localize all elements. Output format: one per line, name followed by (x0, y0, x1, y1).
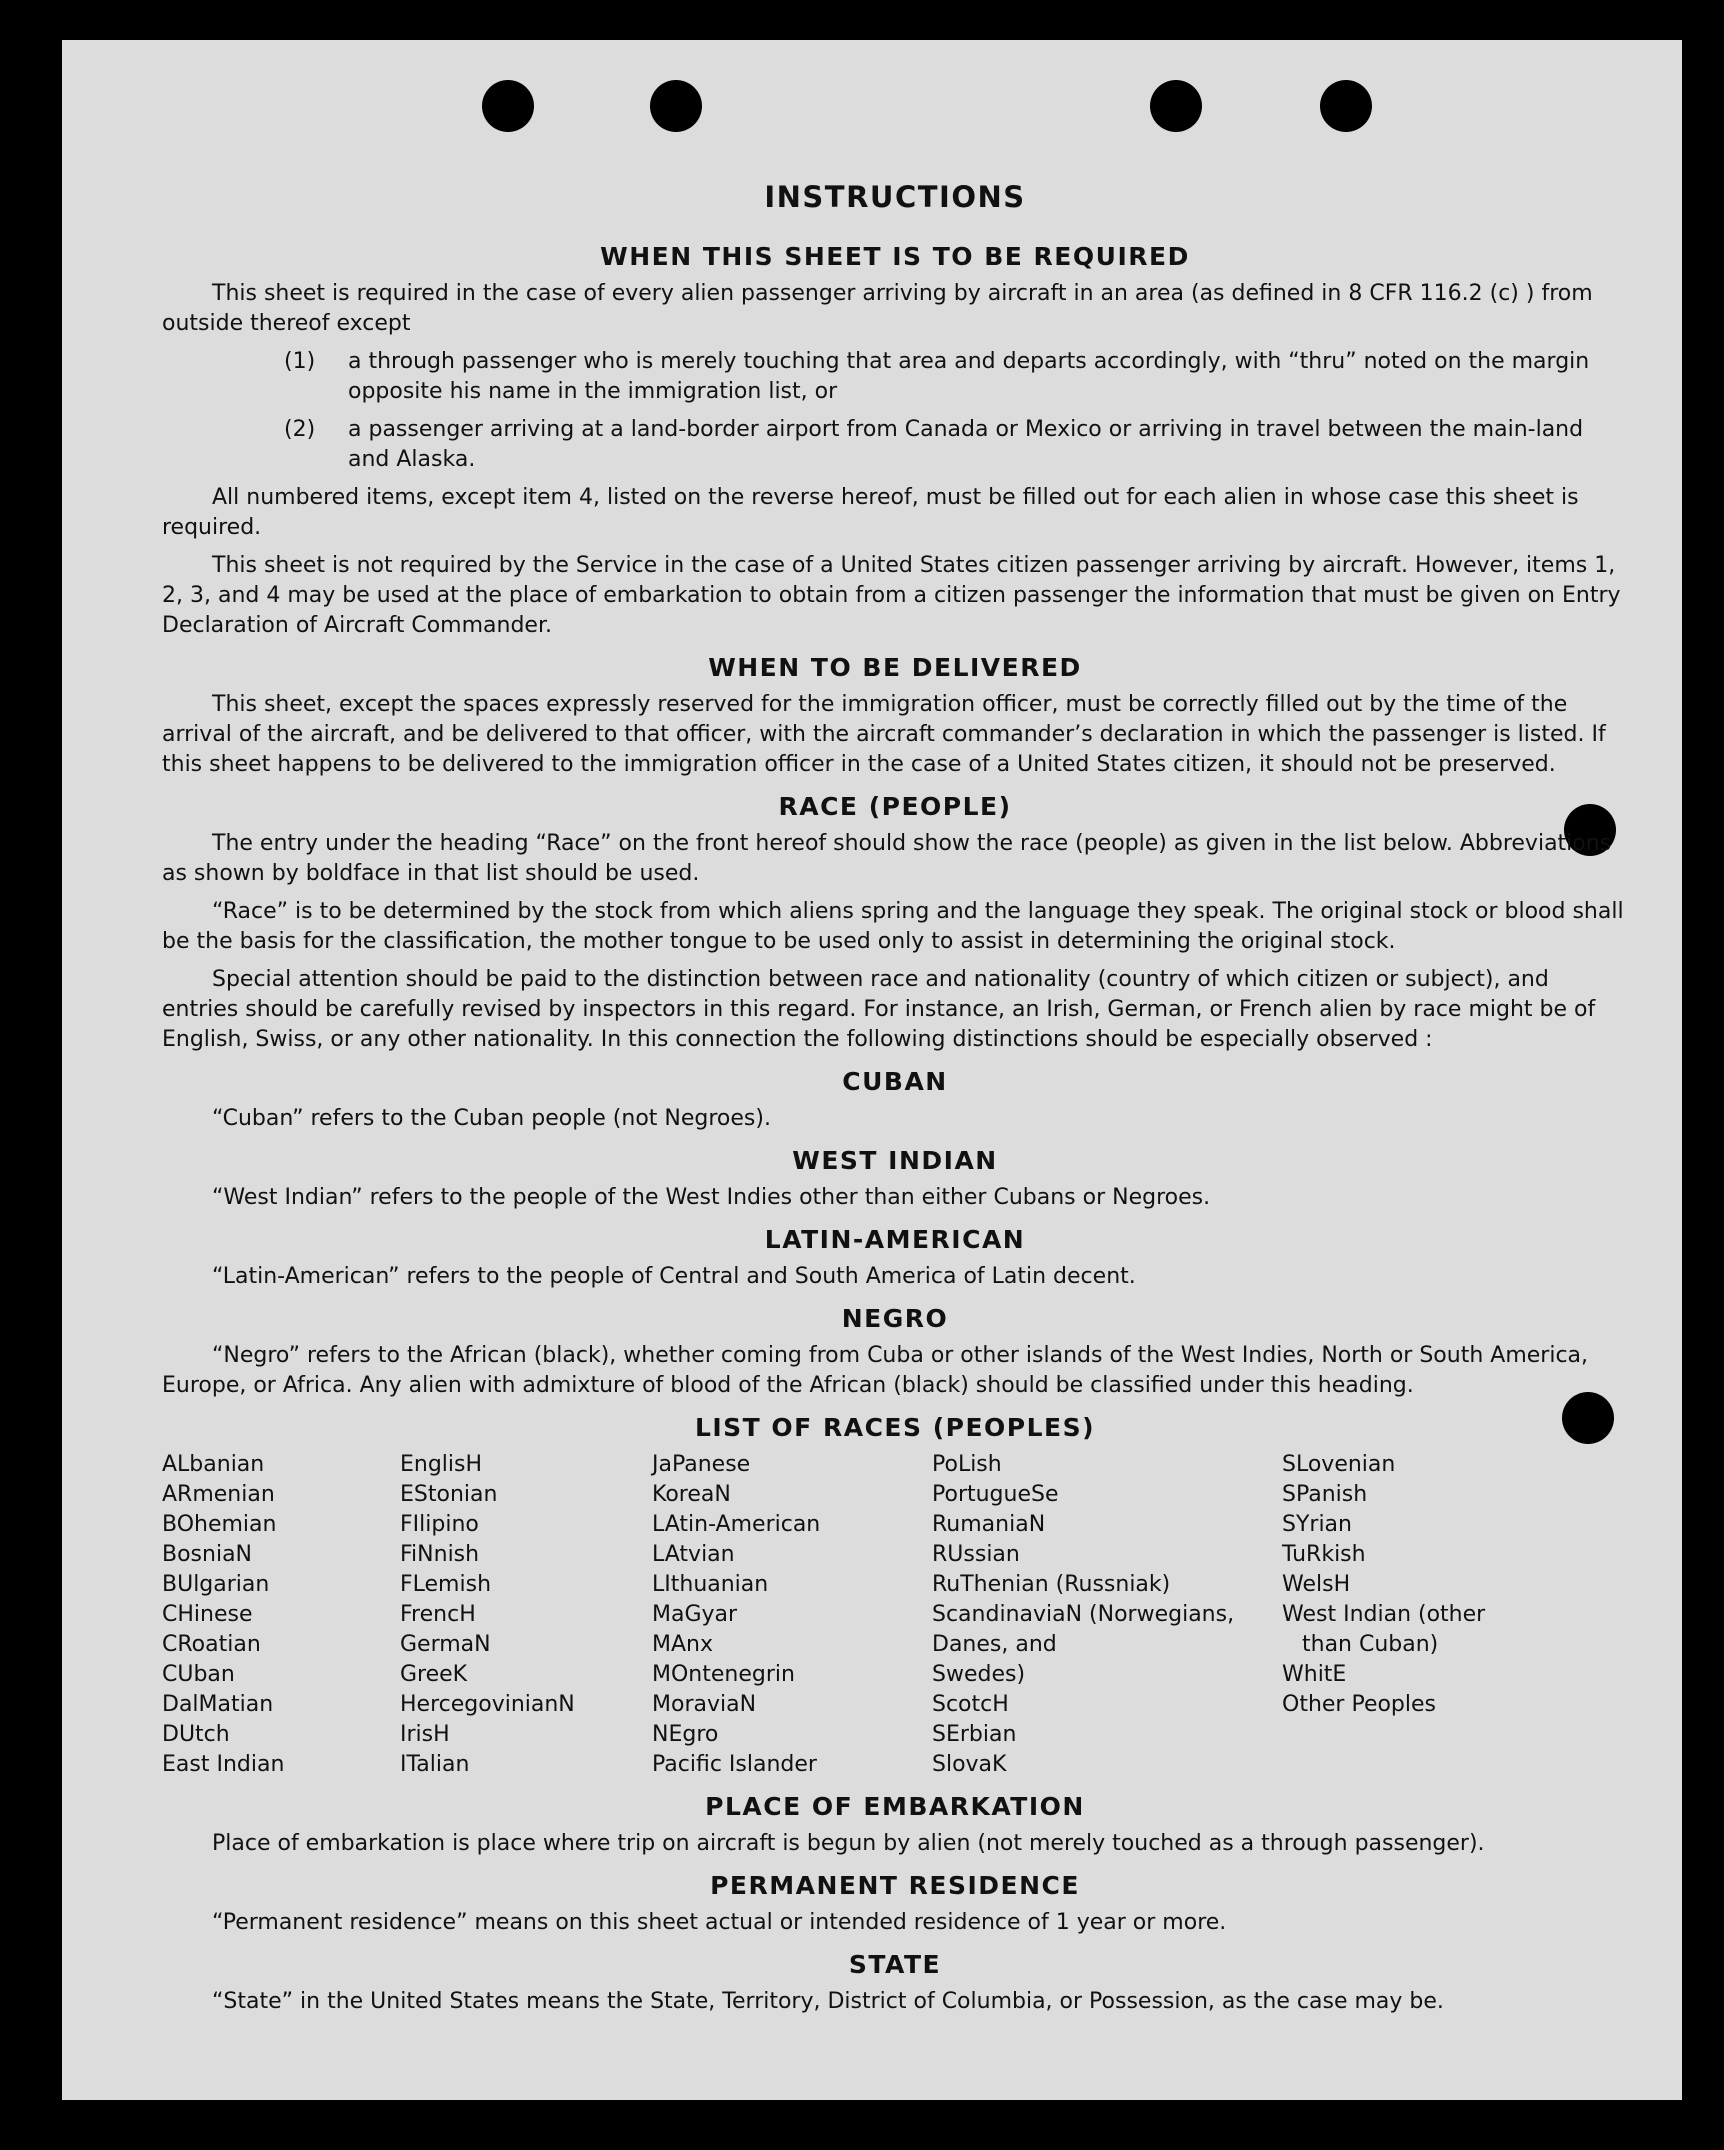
race-entry: IrisH (400, 1722, 450, 1747)
race-entry: LAtvian (652, 1542, 735, 1567)
race-entry: TuRkish (1282, 1542, 1366, 1567)
race-entry: Swedes) (932, 1662, 1026, 1687)
residence-text: “Permanent residence” means on this sheet actual or intended residence of 1 year or more. (212, 1910, 1227, 1935)
punch-hole (1320, 80, 1372, 132)
race-entry: BosniaN (162, 1542, 253, 1567)
race-entry: Danes, and (932, 1632, 1057, 1657)
required-intro: This sheet is required in the case of every alien passenger arriving by aircraft in an area (as defined in 8 CFR 116.2 (c) ) from outside thereof except (162, 281, 1593, 336)
race-entry: WhitE (1282, 1662, 1347, 1687)
race-entry: SlovaK (932, 1752, 1007, 1777)
race-entry: BOhemian (162, 1512, 277, 1537)
punch-hole (482, 80, 534, 132)
race-heading: RACE (PEOPLE) (778, 792, 1012, 821)
negro-text: “Negro” refers to the African (black), whether coming from Cuba or other islands of the West Indies, North or South America, Europe, or Africa. Any alien with admixture of blood of the African (black) should be classified under this heading. (162, 1343, 1589, 1398)
race-entry: Other Peoples (1282, 1692, 1437, 1717)
delivered-text: This sheet, except the spaces expressly reserved for the immigration officer, must be correctly filled out by the time of the arrival of the aircraft, and be delivered to that officer, with the aircraft commander’s declaration in which the passenger is listed. If this sheet happens to be delivered to the immigration officer in the case of a United States citizen, it should not be preserved. (162, 692, 1606, 777)
race-entry: WelsH (1282, 1572, 1351, 1597)
punch-hole (650, 80, 702, 132)
delivered-heading: WHEN TO BE DELIVERED (708, 653, 1082, 682)
cuban-heading: CUBAN (842, 1067, 948, 1096)
race-entry: MAnx (652, 1632, 713, 1657)
race-entry: FLemish (400, 1572, 492, 1597)
race-column (400, 1450, 652, 1780)
race-entry: DalMatian (162, 1692, 274, 1717)
item-text: a passenger arriving at a land-border airport from Canada or Mexico or arriving in travel between the main-land and Alaska. (348, 417, 1584, 472)
race-entry: Pacific Islander (652, 1752, 817, 1777)
item-number: (1) (284, 349, 316, 374)
race-entry: EStonian (400, 1482, 498, 1507)
race-entry: NEgro (652, 1722, 719, 1747)
race-entry: FiNnish (400, 1542, 480, 1567)
west-indian-heading: WEST INDIAN (792, 1146, 998, 1175)
race-entry: HercegovinianN (400, 1692, 575, 1717)
item-number: (2) (284, 417, 316, 442)
race-entry: CUban (162, 1662, 235, 1687)
embarkation-heading: PLACE OF EMBARKATION (705, 1792, 1085, 1821)
cuban-text: “Cuban” refers to the Cuban people (not Negroes). (212, 1106, 771, 1131)
race-entry: LAtin-American (652, 1512, 821, 1537)
race-column (652, 1450, 932, 1780)
race-entry: MoraviaN (652, 1692, 757, 1717)
race-entry: ScandinaviaN (Norwegians, (932, 1602, 1235, 1627)
required-heading: WHEN THIS SHEET IS TO BE REQUIRED (600, 242, 1190, 271)
race-entry: MaGyar (652, 1602, 738, 1627)
race-entry: BUlgarian (162, 1572, 270, 1597)
instructions-content (162, 180, 1628, 2025)
race-entry: ARmenian (162, 1482, 275, 1507)
race-entry: ITalian (400, 1752, 470, 1777)
race-entry: RuThenian (Russniak) (932, 1572, 1171, 1597)
race-entry: KoreaN (652, 1482, 731, 1507)
page-title: INSTRUCTIONS (764, 180, 1026, 214)
race-entry: FrencH (400, 1602, 476, 1627)
race-entry: LIthuanian (652, 1572, 769, 1597)
race-column (162, 1450, 400, 1780)
document-page (62, 40, 1682, 2100)
race-para-2: “Race” is to be determined by the stock from which aliens spring and the language they speak. The original stock or blood shall be the basis for the classification, the mother tongue to be used only to assist in determining the original stock. (162, 899, 1624, 954)
item-text: a through passenger who is merely touching that area and departs accordingly, with “thru” noted on the margin opposite his name in the immigration list, or (348, 349, 1590, 404)
required-para-3: This sheet is not required by the Service in the case of a United States citizen passenger arriving by aircraft. However, items 1, 2, 3, and 4 may be used at the place of embarkation to obtain from a citizen passenger the information that must be given on Entry Declaration of Aircraft Commander. (162, 553, 1621, 638)
race-entry: PortugueSe (932, 1482, 1059, 1507)
required-para-2: All numbered items, except item 4, listed on the reverse hereof, must be filled out for each alien in whose case this sheet is required. (162, 485, 1579, 540)
race-para-3: Special attention should be paid to the distinction between race and nationality (country of which citizen or subject), and entries should be carefully revised by inspectors in this regard. For instance, an Irish, German, or French alien by race might be of English, Swiss, or any other nationality. In this connection the following distinctions should be especially observed : (162, 967, 1596, 1052)
race-para-1: The entry under the heading “Race” on the front hereof should show the race (people) as given in the list below. Abbreviations as shown by boldface in that list should be used. (162, 831, 1612, 886)
race-entry: ALbanian (162, 1452, 265, 1477)
residence-heading: PERMANENT RESIDENCE (710, 1871, 1080, 1900)
race-entry: RUssian (932, 1542, 1020, 1567)
state-text: “State” in the United States means the State, Territory, District of Columbia, or Possession, as the case may be. (212, 1989, 1444, 2014)
race-entry: SPanish (1282, 1482, 1368, 1507)
list-of-races-heading: LIST OF RACES (PEOPLES) (694, 1413, 1096, 1442)
race-entry: GreeK (400, 1662, 468, 1687)
race-column (932, 1450, 1282, 1780)
race-entry: CRoatian (162, 1632, 261, 1657)
exception-item (162, 347, 1628, 407)
race-entry: DUtch (162, 1722, 230, 1747)
race-entry: East Indian (162, 1752, 285, 1777)
race-entry: CHinese (162, 1602, 253, 1627)
race-entry: ScotcH (932, 1692, 1009, 1717)
west-indian-text: “West Indian” refers to the people of the West Indies other than either Cubans or Negroes. (212, 1185, 1211, 1210)
latin-american-text: “Latin-American” refers to the people of Central and South America of Latin decent. (212, 1264, 1136, 1289)
embarkation-text: Place of embarkation is place where trip on aircraft is begun by alien (not merely touched as a through passenger). (212, 1831, 1485, 1856)
race-entry: FIlipino (400, 1512, 479, 1537)
latin-american-heading: LATIN-AMERICAN (764, 1225, 1026, 1254)
race-entry: than Cuban) (1302, 1632, 1439, 1657)
race-entry: MOntenegrin (652, 1662, 795, 1687)
race-entry: SErbian (932, 1722, 1017, 1747)
race-entry: RumaniaN (932, 1512, 1046, 1537)
race-entry: PoLish (932, 1452, 1002, 1477)
negro-heading: NEGRO (841, 1304, 949, 1333)
punch-hole (1150, 80, 1202, 132)
exception-item (162, 415, 1628, 475)
race-entry: SLovenian (1282, 1452, 1396, 1477)
race-entry: West Indian (other (1282, 1602, 1486, 1627)
race-entry: SYrian (1282, 1512, 1352, 1537)
race-column (1282, 1450, 1582, 1780)
race-list (162, 1450, 1628, 1780)
race-entry: JaPanese (652, 1452, 751, 1477)
state-heading: STATE (848, 1950, 942, 1979)
race-entry: GermaN (400, 1632, 491, 1657)
race-entry: EnglisH (400, 1452, 483, 1477)
